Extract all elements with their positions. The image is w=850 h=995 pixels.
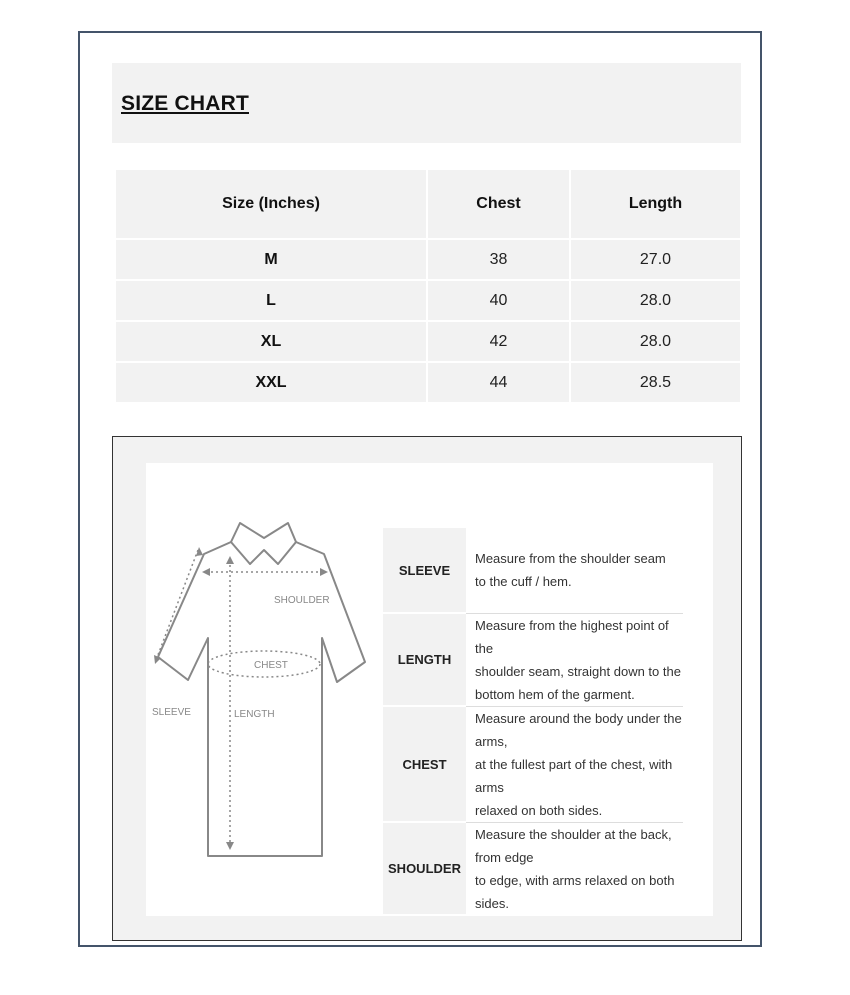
- shirt-diagram: [146, 520, 376, 865]
- measure-line: bottom hem of the garment.: [475, 686, 635, 702]
- diagram-label-length: LENGTH: [234, 709, 275, 720]
- measure-row-sleeve: [383, 528, 683, 613]
- table-row: [116, 281, 740, 320]
- chest-cell: 40: [428, 281, 569, 320]
- measure-line: Measure the shoulder at the back, from edge: [475, 826, 672, 865]
- measure-row-chest: [383, 706, 683, 822]
- size-cell: M: [116, 240, 426, 279]
- size-table: [114, 168, 742, 404]
- chest-cell: 38: [428, 240, 569, 279]
- measure-line: Measure from the highest point of the: [475, 617, 669, 656]
- table-row: [116, 322, 740, 361]
- measure-row-length: [383, 613, 683, 706]
- chest-cell: 42: [428, 322, 569, 361]
- chest-cell: 44: [428, 363, 569, 402]
- length-cell: 27.0: [571, 240, 740, 279]
- diagram-label-chest: CHEST: [254, 660, 288, 671]
- size-chart-title: SIZE CHART: [121, 92, 249, 115]
- length-cell: 28.5: [571, 363, 740, 402]
- measure-name: CHEST: [383, 706, 466, 822]
- measurement-table: [383, 528, 683, 916]
- measure-row-shoulder: [383, 822, 683, 915]
- size-cell: XXL: [116, 363, 426, 402]
- collar-icon: [231, 523, 296, 564]
- header-size: Size (Inches): [116, 170, 426, 238]
- measure-name: LENGTH: [383, 613, 466, 706]
- length-cell: 28.0: [571, 322, 740, 361]
- measure-line: Measure from the shoulder seam: [475, 551, 666, 567]
- measure-name: SLEEVE: [383, 528, 466, 613]
- measure-line: relaxed on both sides.: [475, 802, 603, 818]
- table-row: [116, 240, 740, 279]
- measure-line: at the fullest part of the chest, with arms: [475, 756, 673, 795]
- measure-line: shoulder seam, straight down to the: [475, 663, 681, 679]
- diagram-label-sleeve: SLEEVE: [152, 707, 191, 718]
- table-row: [116, 363, 740, 402]
- measure-name: SHOULDER: [383, 822, 466, 915]
- measure-description: [466, 706, 683, 822]
- header-chest: Chest: [428, 170, 569, 238]
- size-table-header-row: [116, 170, 740, 238]
- measure-line: to edge, with arms relaxed on both sides.: [475, 872, 675, 911]
- measure-description: [466, 528, 683, 613]
- size-cell: XL: [116, 322, 426, 361]
- shirt-outline-icon: [158, 542, 365, 856]
- diagram-label-shoulder: SHOULDER: [274, 595, 330, 606]
- header-length: Length: [571, 170, 740, 238]
- measure-line: to the cuff / hem.: [475, 574, 572, 590]
- measure-description: [466, 613, 683, 706]
- measure-description: [466, 822, 683, 915]
- length-cell: 28.0: [571, 281, 740, 320]
- size-cell: L: [116, 281, 426, 320]
- measure-line: Measure around the body under the arms,: [475, 710, 682, 749]
